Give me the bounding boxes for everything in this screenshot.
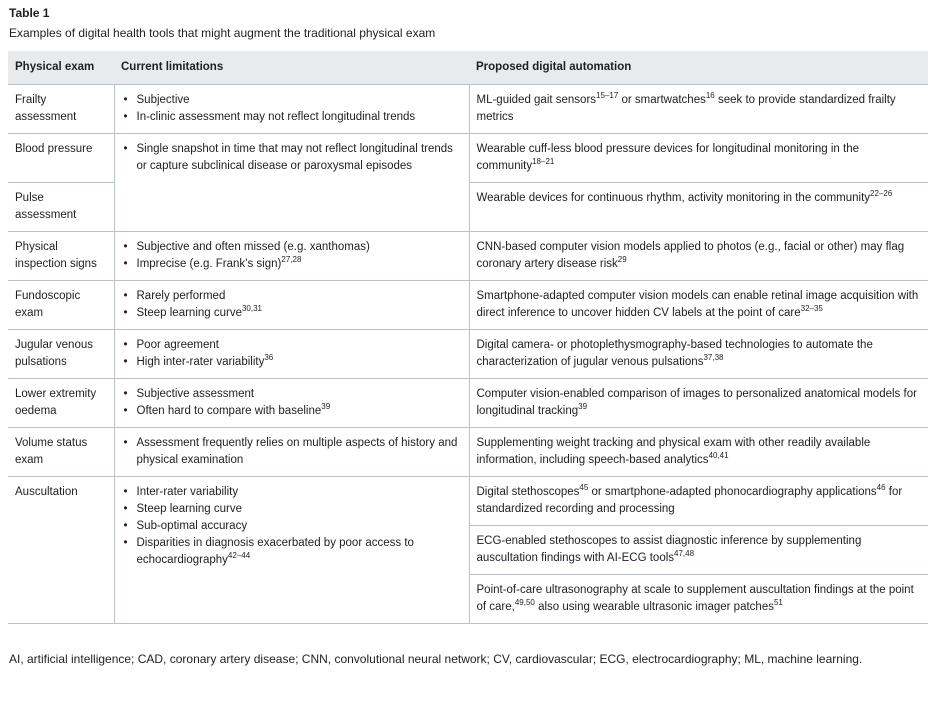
reference-superscript: 15–17 bbox=[596, 91, 619, 100]
reference-superscript: 45 bbox=[579, 483, 589, 492]
table-row bbox=[8, 330, 928, 379]
table-row bbox=[8, 477, 928, 526]
text-segment: In-clinic assessment may not reflect longitudinal trends bbox=[136, 111, 416, 123]
text-segment: Disparities in diagnosis exacerbated by poor access to echocardiography bbox=[136, 537, 414, 566]
limitations-list bbox=[122, 92, 462, 126]
text-segment: Steep learning curve bbox=[136, 307, 242, 319]
text-segment: Sub-optimal accuracy bbox=[136, 520, 248, 532]
automation-text bbox=[477, 533, 922, 567]
automation-cell bbox=[469, 575, 928, 624]
limitations-cell bbox=[114, 428, 469, 477]
physical-exam-cell bbox=[8, 134, 114, 183]
text-segment: Imprecise (e.g. Frank’s sign) bbox=[136, 258, 282, 270]
automation-cell bbox=[469, 379, 928, 428]
limitation-item bbox=[122, 386, 462, 403]
automation-text bbox=[477, 386, 922, 420]
table-row bbox=[8, 281, 928, 330]
digital-health-table bbox=[8, 51, 928, 624]
reference-superscript: 46 bbox=[876, 483, 886, 492]
header-row bbox=[8, 51, 928, 85]
reference-superscript: 29 bbox=[617, 255, 627, 264]
limitations-cell bbox=[114, 85, 469, 134]
physical-exam-name: Auscultation bbox=[15, 486, 78, 498]
text-segment: Single snapshot in time that may not reflect longitudinal trends or capture subclinical disease or paroxysmal episodes bbox=[136, 143, 453, 172]
automation-text bbox=[477, 288, 922, 322]
text-segment: Poor agreement bbox=[136, 339, 219, 351]
text-segment: Point-of-care ultrasonography at scale to supplement auscultation findings at the point of care, bbox=[476, 584, 914, 613]
text-segment: CNN-based computer vision models applied to photos (e.g., facial or other) may flag coronary artery disease risk bbox=[476, 241, 905, 270]
text-segment: Wearable devices for continuous rhythm, activity monitoring in the community bbox=[476, 192, 871, 204]
text-segment: ML-guided gait sensors bbox=[476, 94, 597, 106]
text-segment: seek to provide standardized frailty metrics bbox=[476, 94, 896, 123]
text-segment: Subjective assessment bbox=[136, 388, 255, 400]
reference-superscript: 51 bbox=[773, 598, 783, 607]
physical-exam-cell bbox=[8, 428, 114, 477]
limitation-item bbox=[122, 109, 462, 126]
limitations-cell bbox=[114, 281, 469, 330]
text-segment: Wearable cuff-less blood pressure devices for longitudinal monitoring in the community bbox=[476, 143, 859, 172]
table-row bbox=[8, 232, 928, 281]
text-segment: Assessment frequently relies on multiple aspects of history and physical examination bbox=[136, 437, 458, 466]
reference-superscript: 32–35 bbox=[800, 304, 823, 313]
header-current-limitations: Current limitations bbox=[114, 51, 469, 85]
text-segment: Rarely performed bbox=[136, 290, 226, 302]
limitations-cell bbox=[114, 232, 469, 281]
limitation-item bbox=[122, 403, 462, 420]
table-label: Table 1 bbox=[9, 6, 50, 20]
automation-cell bbox=[469, 526, 928, 575]
physical-exam-cell bbox=[8, 330, 114, 379]
limitations-cell bbox=[114, 477, 469, 624]
reference-superscript: 18–21 bbox=[532, 157, 555, 166]
physical-exam-name: Lower extremity oedema bbox=[15, 388, 97, 417]
header-physical-exam: Physical exam bbox=[8, 51, 114, 85]
automation-cell bbox=[469, 183, 928, 232]
physical-exam-cell bbox=[8, 232, 114, 281]
reference-superscript: 37,38 bbox=[703, 353, 724, 362]
physical-exam-name: Fundoscopic exam bbox=[15, 290, 81, 319]
text-segment: High inter-rater variability bbox=[136, 356, 265, 368]
table-row bbox=[8, 134, 928, 183]
reference-superscript: 36 bbox=[264, 353, 274, 362]
table-footnote: AI, artificial intelligence; CAD, coronary artery disease; CNN, convolutional neural network; CV, cardiovascular; ECG, electrocardiography; ML, machine learning. bbox=[9, 652, 863, 666]
header-proposed-digital-automation: Proposed digital automation bbox=[469, 51, 928, 85]
physical-exam-name: Jugular venous pulsations bbox=[15, 339, 93, 368]
limitation-item bbox=[122, 518, 462, 535]
physical-exam-name: Physical inspection signs bbox=[15, 241, 97, 270]
automation-cell bbox=[469, 232, 928, 281]
physical-exam-cell bbox=[8, 85, 114, 134]
text-segment: Smartphone-adapted computer vision models can enable retinal image acquisition with direct inference to uncover hidden CV labels at the point of care bbox=[476, 290, 919, 319]
limitations-list bbox=[122, 288, 462, 322]
text-segment: Digital camera- or photoplethysmography-based technologies to automate the characterization of jugular venous pulsations bbox=[476, 339, 873, 368]
reference-superscript: 16 bbox=[705, 91, 715, 100]
limitation-item bbox=[122, 239, 462, 256]
physical-exam-name: Pulse assessment bbox=[15, 192, 77, 221]
limitation-item bbox=[122, 435, 462, 469]
reference-superscript: 22–26 bbox=[870, 189, 893, 198]
limitation-item bbox=[122, 337, 462, 354]
physical-exam-name: Volume status exam bbox=[15, 437, 88, 466]
limitation-item bbox=[122, 535, 462, 569]
text-segment: or smartwatches bbox=[618, 94, 706, 106]
automation-text bbox=[477, 141, 922, 175]
reference-superscript: 27,28 bbox=[281, 255, 302, 264]
text-segment: ECG-enabled stethoscopes to assist diagnostic inference by supplementing auscultation findings with AI-ECG tools bbox=[476, 535, 862, 564]
limitations-cell bbox=[114, 330, 469, 379]
limitation-item bbox=[122, 501, 462, 518]
reference-superscript: 47,48 bbox=[674, 549, 695, 558]
physical-exam-cell bbox=[8, 183, 114, 232]
limitations-list bbox=[122, 435, 462, 469]
text-segment: Inter-rater variability bbox=[136, 486, 239, 498]
text-segment: Supplementing weight tracking and physical exam with other readily available information, including speech-based analytics bbox=[476, 437, 871, 466]
automation-text bbox=[477, 337, 922, 371]
limitation-item bbox=[122, 141, 462, 175]
physical-exam-cell bbox=[8, 477, 114, 624]
limitations-cell bbox=[114, 379, 469, 428]
table-row bbox=[8, 428, 928, 477]
limitation-item bbox=[122, 256, 462, 273]
reference-superscript: 39 bbox=[578, 402, 588, 411]
table-caption: Examples of digital health tools that might augment the traditional physical exam bbox=[9, 26, 436, 40]
physical-exam-name: Blood pressure bbox=[15, 143, 93, 155]
automation-text bbox=[477, 239, 922, 273]
text-segment: Digital stethoscopes bbox=[476, 486, 580, 498]
limitation-item bbox=[122, 354, 462, 371]
automation-cell bbox=[469, 428, 928, 477]
limitation-item bbox=[122, 305, 462, 322]
text-segment: Subjective bbox=[136, 94, 190, 106]
text-segment: Subjective and often missed (e.g. xanthomas) bbox=[136, 241, 370, 253]
limitations-list bbox=[122, 484, 462, 569]
limitations-list bbox=[122, 141, 462, 175]
automation-text bbox=[477, 484, 922, 518]
automation-text bbox=[477, 92, 922, 126]
text-segment: Often hard to compare with baseline bbox=[136, 405, 322, 417]
automation-cell bbox=[469, 477, 928, 526]
table-row bbox=[8, 379, 928, 428]
reference-superscript: 40,41 bbox=[708, 451, 729, 460]
table-header bbox=[8, 51, 928, 85]
limitations-list bbox=[122, 386, 462, 420]
automation-text bbox=[477, 582, 922, 616]
limitation-item bbox=[122, 92, 462, 109]
reference-superscript: 49,50 bbox=[514, 598, 535, 607]
limitation-item bbox=[122, 288, 462, 305]
table-row bbox=[8, 85, 928, 134]
reference-superscript: 39 bbox=[321, 402, 331, 411]
text-segment: Steep learning curve bbox=[136, 503, 242, 515]
limitation-item bbox=[122, 484, 462, 501]
limitations-cell bbox=[114, 134, 469, 232]
limitations-list bbox=[122, 337, 462, 371]
automation-text bbox=[477, 435, 922, 469]
automation-cell bbox=[469, 85, 928, 134]
automation-cell bbox=[469, 330, 928, 379]
reference-superscript: 42–44 bbox=[227, 551, 251, 560]
text-segment: also using wearable ultrasonic imager patches bbox=[534, 601, 774, 613]
automation-cell bbox=[469, 134, 928, 183]
limitations-list bbox=[122, 239, 462, 273]
text-segment: for standardized recording and processing bbox=[476, 486, 903, 515]
physical-exam-cell bbox=[8, 281, 114, 330]
physical-exam-name: Frailty assessment bbox=[15, 94, 77, 123]
text-segment: or smartphone-adapted phonocardiography applications bbox=[588, 486, 877, 498]
text-segment: Computer vision-enabled comparison of images to personalized anatomical models for longitudinal tracking bbox=[476, 388, 917, 417]
table-body bbox=[8, 85, 928, 624]
automation-text bbox=[477, 190, 922, 207]
physical-exam-cell bbox=[8, 379, 114, 428]
automation-cell bbox=[469, 281, 928, 330]
reference-superscript: 30,31 bbox=[241, 304, 263, 313]
